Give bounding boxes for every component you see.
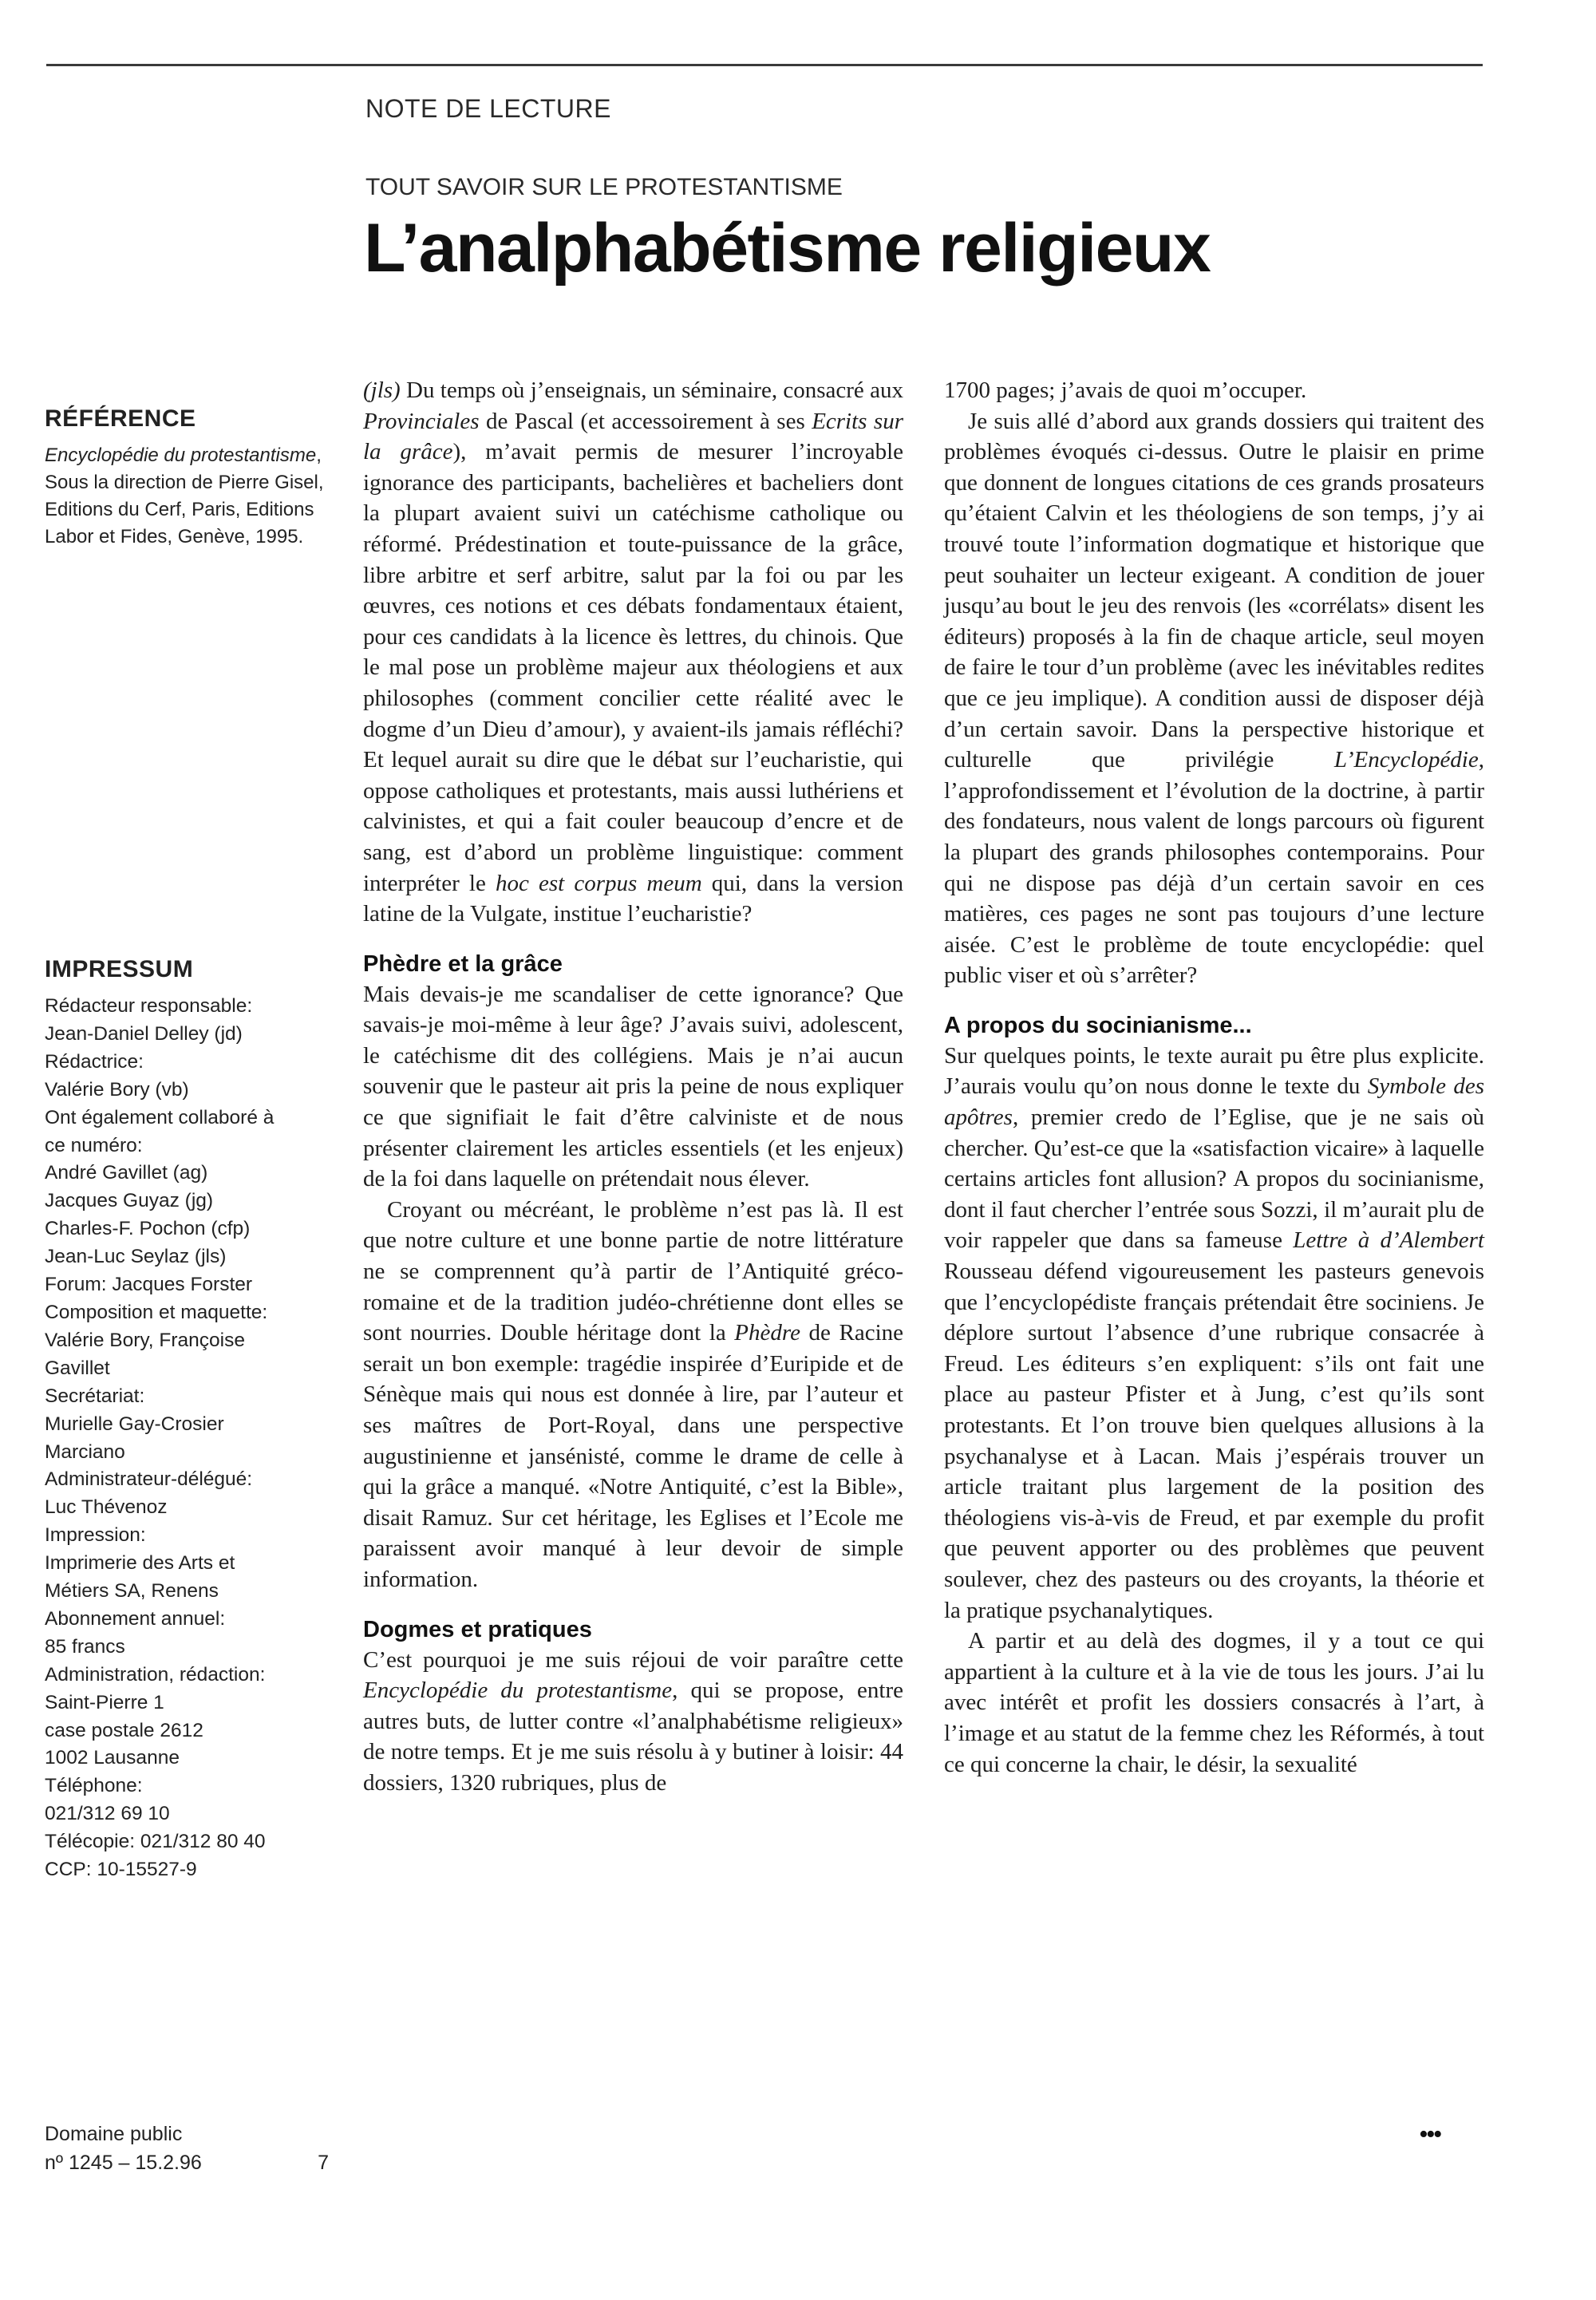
impressum-line: Valérie Bory (vb)	[45, 1078, 189, 1101]
reference-heading: RÉFÉRENCE	[45, 405, 196, 432]
impressum-box	[45, 956, 327, 1884]
article-column-2	[944, 375, 1484, 1780]
impressum-line: Valérie Bory, Françoise	[45, 1329, 245, 1351]
continuation-marker: •••	[1419, 2120, 1440, 2149]
paragraph: Je suis allé d’abord aux grands dossiers qui traitent des problèmes évoqués ci-dessus. Outre le plaisir en prime que donnent de longues citations de ces grands prosateurs qu’étaient Calvin et les théologiens de son temps, j’y ai trouvé toute l’information dogmatique et historique que peut souhaiter un lecteur exigeant. A condition de jouer jusqu’au bout le jeu des renvois (les «corrélats» disent les éditeurs) proposés à la fin de chaque article, seul moyen de faire le tour d’un problème (avec les inévitables redites que ce jeu implique). A condition aussi de disposer déjà d’un certain savoir. Dans la perspective historique et culturelle que privilégie L’Encyclopédie, l’approfondissement et l’évolution de la doctrine, à partir des fondateurs, nous valent de longs parcours où figurent la plupart des grands philosophes contemporains. Pour qui ne dispose pas déjà d’un certain savoir en ces matières, ces pages ne sont pas toujours d’une lecture aisée. C’est le problème de toute encyclopédie: quel public viser et où s’arrêter?	[944, 408, 1484, 989]
impressum-line: Impression:	[45, 1524, 146, 1547]
impressum-line: Luc Thévenoz	[45, 1496, 168, 1519]
subheading-phedre: Phèdre et la grâce	[363, 950, 563, 977]
impressum-line: Charles-F. Pochon (cfp)	[45, 1218, 251, 1240]
impressum-heading: IMPRESSUM	[45, 956, 194, 982]
article-title: L’analphabétisme religieux	[364, 210, 1211, 287]
impressum-line: Saint-Pierre 1	[45, 1691, 164, 1713]
impressum-line: Jacques Guyaz (jg)	[45, 1190, 214, 1212]
impressum-line: Rédacteur responsable:	[45, 995, 253, 1017]
impressum-line: Murielle Gay-Crosier	[45, 1413, 224, 1435]
reference-details: , Sous la direction de Pierre Gisel, Editions du Cerf, Paris, Editions Labor et Fides, Genève, 1995.	[45, 445, 324, 547]
impressum-line: Forum: Jacques Forster	[45, 1274, 253, 1296]
impressum-line: Secrétariat:	[45, 1385, 145, 1407]
paragraph: A partir et au delà des dogmes, il y a tout ce qui appartient à la culture et à la vie de tous les jours. J’ai lu avec intérêt et profit les dossiers consacrés à l’art, à l’image et au statut de la femme chez les Réformés, à tout ce qui concerne la chair, le désir, la sexualité	[944, 1628, 1484, 1777]
impressum-line: 85 francs	[45, 1635, 125, 1658]
section-kicker: NOTE DE LECTURE	[365, 94, 611, 123]
impressum-line: Télécopie: 021/312 80 40	[45, 1831, 266, 1853]
paragraph: Croyant ou mécréant, le problème n’est pas là. Il est que notre culture et une bonne partie de notre littérature ne se comprennent qu’à partir de l’Antiquité gréco-romaine et de la tradition judéo-chrétienne dont elles se sont nourries. Double héritage dont la Phèdre de Racine serait un bon exemple: tragédie inspirée d’Euripide et de Sénèque mais qui nous est donnée à lire, par l’auteur et ses maîtres de Port-Royal, dans une perspective augustinienne et jansénisté, comme le drame de celle à qui la grâce a manqué. «Notre Antiquité, c’est la Bible», disait Ramuz. Sur cet héritage, les Eglises et l’Ecole me paraissent avoir manqué à leur devoir de simple information.	[363, 1196, 903, 1592]
impressum-line: Abonnement annuel:	[45, 1607, 226, 1630]
paragraph: C’est pourquoi je me suis réjoui de voir paraître cette Encyclopédie du protestantisme, qui se propose, entre autres buts, de lutter contre «l’analphabétisme religieux» de notre temps. Et je me suis résolu à y butiner à loisir: 44 dossiers, 1320 rubriques, plus de	[363, 1646, 903, 1796]
impressum-line: 021/312 69 10	[45, 1803, 170, 1825]
impressum-line: Ont également collaboré à	[45, 1106, 275, 1128]
impressum-line: case postale 2612	[45, 1719, 203, 1741]
impressum-line: Imprimerie des Arts et	[45, 1552, 235, 1575]
impressum-line: Gavillet	[45, 1357, 110, 1379]
publication-name: Domaine public	[45, 2123, 183, 2145]
page-footer	[45, 2120, 329, 2177]
impressum-line: Téléphone:	[45, 1775, 143, 1797]
impressum-line: Rédactrice:	[45, 1050, 144, 1073]
impressum-line: Jean-Luc Seylaz (jls)	[45, 1246, 227, 1268]
article-column-1	[363, 375, 903, 1799]
impressum-line: Marciano	[45, 1440, 125, 1463]
subheading-socinianisme: A propos du socinianisme...	[944, 1012, 1252, 1038]
article-supertitle: TOUT SAVOIR SUR LE PROTESTANTISME	[365, 174, 843, 200]
paragraph: 1700 pages; j’avais de quoi m’occuper.	[944, 377, 1307, 403]
impressum-line: Jean-Daniel Delley (jd)	[45, 1022, 243, 1045]
impressum-line: Métiers SA, Renens	[45, 1580, 219, 1602]
paragraph: (jls) Du temps où j’enseignais, un séminaire, consacré aux Provinciales de Pascal (et accessoirement à ses Ecrits sur la grâce), m’avait permis de mesurer l’incroyable ignorance des participants, bachelières et bacheliers dont la plupart avaient suivi un catéchisme catholique ou réformé. Prédestination et toute-puissance de la grâce, libre arbitre et serf arbitre, salut par la foi ou par les œuvres, ces notions et ces débats fondamentaux étaient, pour ces candidats à la licence ès lettres, du chinois. Que le mal pose un problème majeur aux théologiens et aux philosophes (comment concilier cette réalité avec le dogme d’un Dieu d’amour), y avaient-ils jamais réfléchi? Et lequel aurait su dire que le débat sur l’eucharistie, qui oppose catholiques et protestants, mais aussi luthériens et calvinistes, et qui a fait couler beaucoup d’encre et de sang, est d’abord un problème linguistique: comment interpréter le hoc est corpus meum qui, dans la version latine de la Vulgate, institue l’eucharistie?	[363, 377, 904, 927]
page-number: 7	[318, 2152, 329, 2174]
reference-book-title: Encyclopédie du protestantisme	[45, 445, 317, 466]
impressum-line: CCP: 10-15527-9	[45, 1859, 197, 1881]
impressum-line: ce numéro:	[45, 1134, 143, 1156]
author-initials: (jls)	[363, 377, 401, 403]
subheading-dogmes: Dogmes et pratiques	[363, 1616, 592, 1642]
impressum-line: 1002 Lausanne	[45, 1747, 180, 1769]
paragraph: Sur quelques points, le texte aurait pu être plus explicite. J’aurais voulu qu’on nous donne le texte du Symbole des apôtres, premier credo de l’Eglise, que je ne sais où chercher. Qu’est-ce que la «satisfaction vicaire» à laquelle certains articles font allusion? A propos du socinianisme, dont il faut chercher l’entrée sous Sozzi, il m’aurait plu de voir rappeler que dans sa fameuse Lettre à d’Alembert Rousseau défend vigoureusement les pasteurs genevois que l’encyclopédiste français prétendait être sociniens. Je déplore surtout l’absence d’une rubrique consacrée à Freud. Les éditeurs s’en expliquent: s’ils ont fait une place au pasteur Pfister et à Jung, c’est qu’ils sont protestants. Et l’on trouve bien quelques allusions à la psychanalyse et à Lacan. Mais j’espérais trouver un article traitant plus largement de la position des théologiens vis-à-vis de Freud, et par exemple du profit que peuvent apporter ou des problèmes que peuvent soulever, chez des pasteurs ou des croyants, la théorie et la pratique psychanalytiques.	[944, 1042, 1484, 1623]
impressum-line: Administrateur-délégué:	[45, 1468, 253, 1491]
impressum-line: Administration, rédaction:	[45, 1663, 266, 1685]
top-rule	[46, 64, 1483, 66]
impressum-line: André Gavillet (ag)	[45, 1162, 208, 1184]
reference-box	[45, 405, 327, 551]
paragraph: Mais devais-je me scandaliser de cette ignorance? Que savais-je moi-même à leur âge? J’avais suivi, adolescent, le catéchisme dit des collégiens. Mais je n’ai aucun souvenir que le pasteur ait pris la peine de nous expliquer ce que signifiait le fait d’être calviniste et de nous présenter clairement les articles essentiels (et les enjeux) de la foi dans laquelle on prétendait nous élever.	[363, 981, 903, 1192]
impressum-line: Composition et maquette:	[45, 1301, 268, 1323]
issue-number: nº 1245 – 15.2.96	[45, 2152, 202, 2174]
reference-text	[45, 442, 327, 551]
